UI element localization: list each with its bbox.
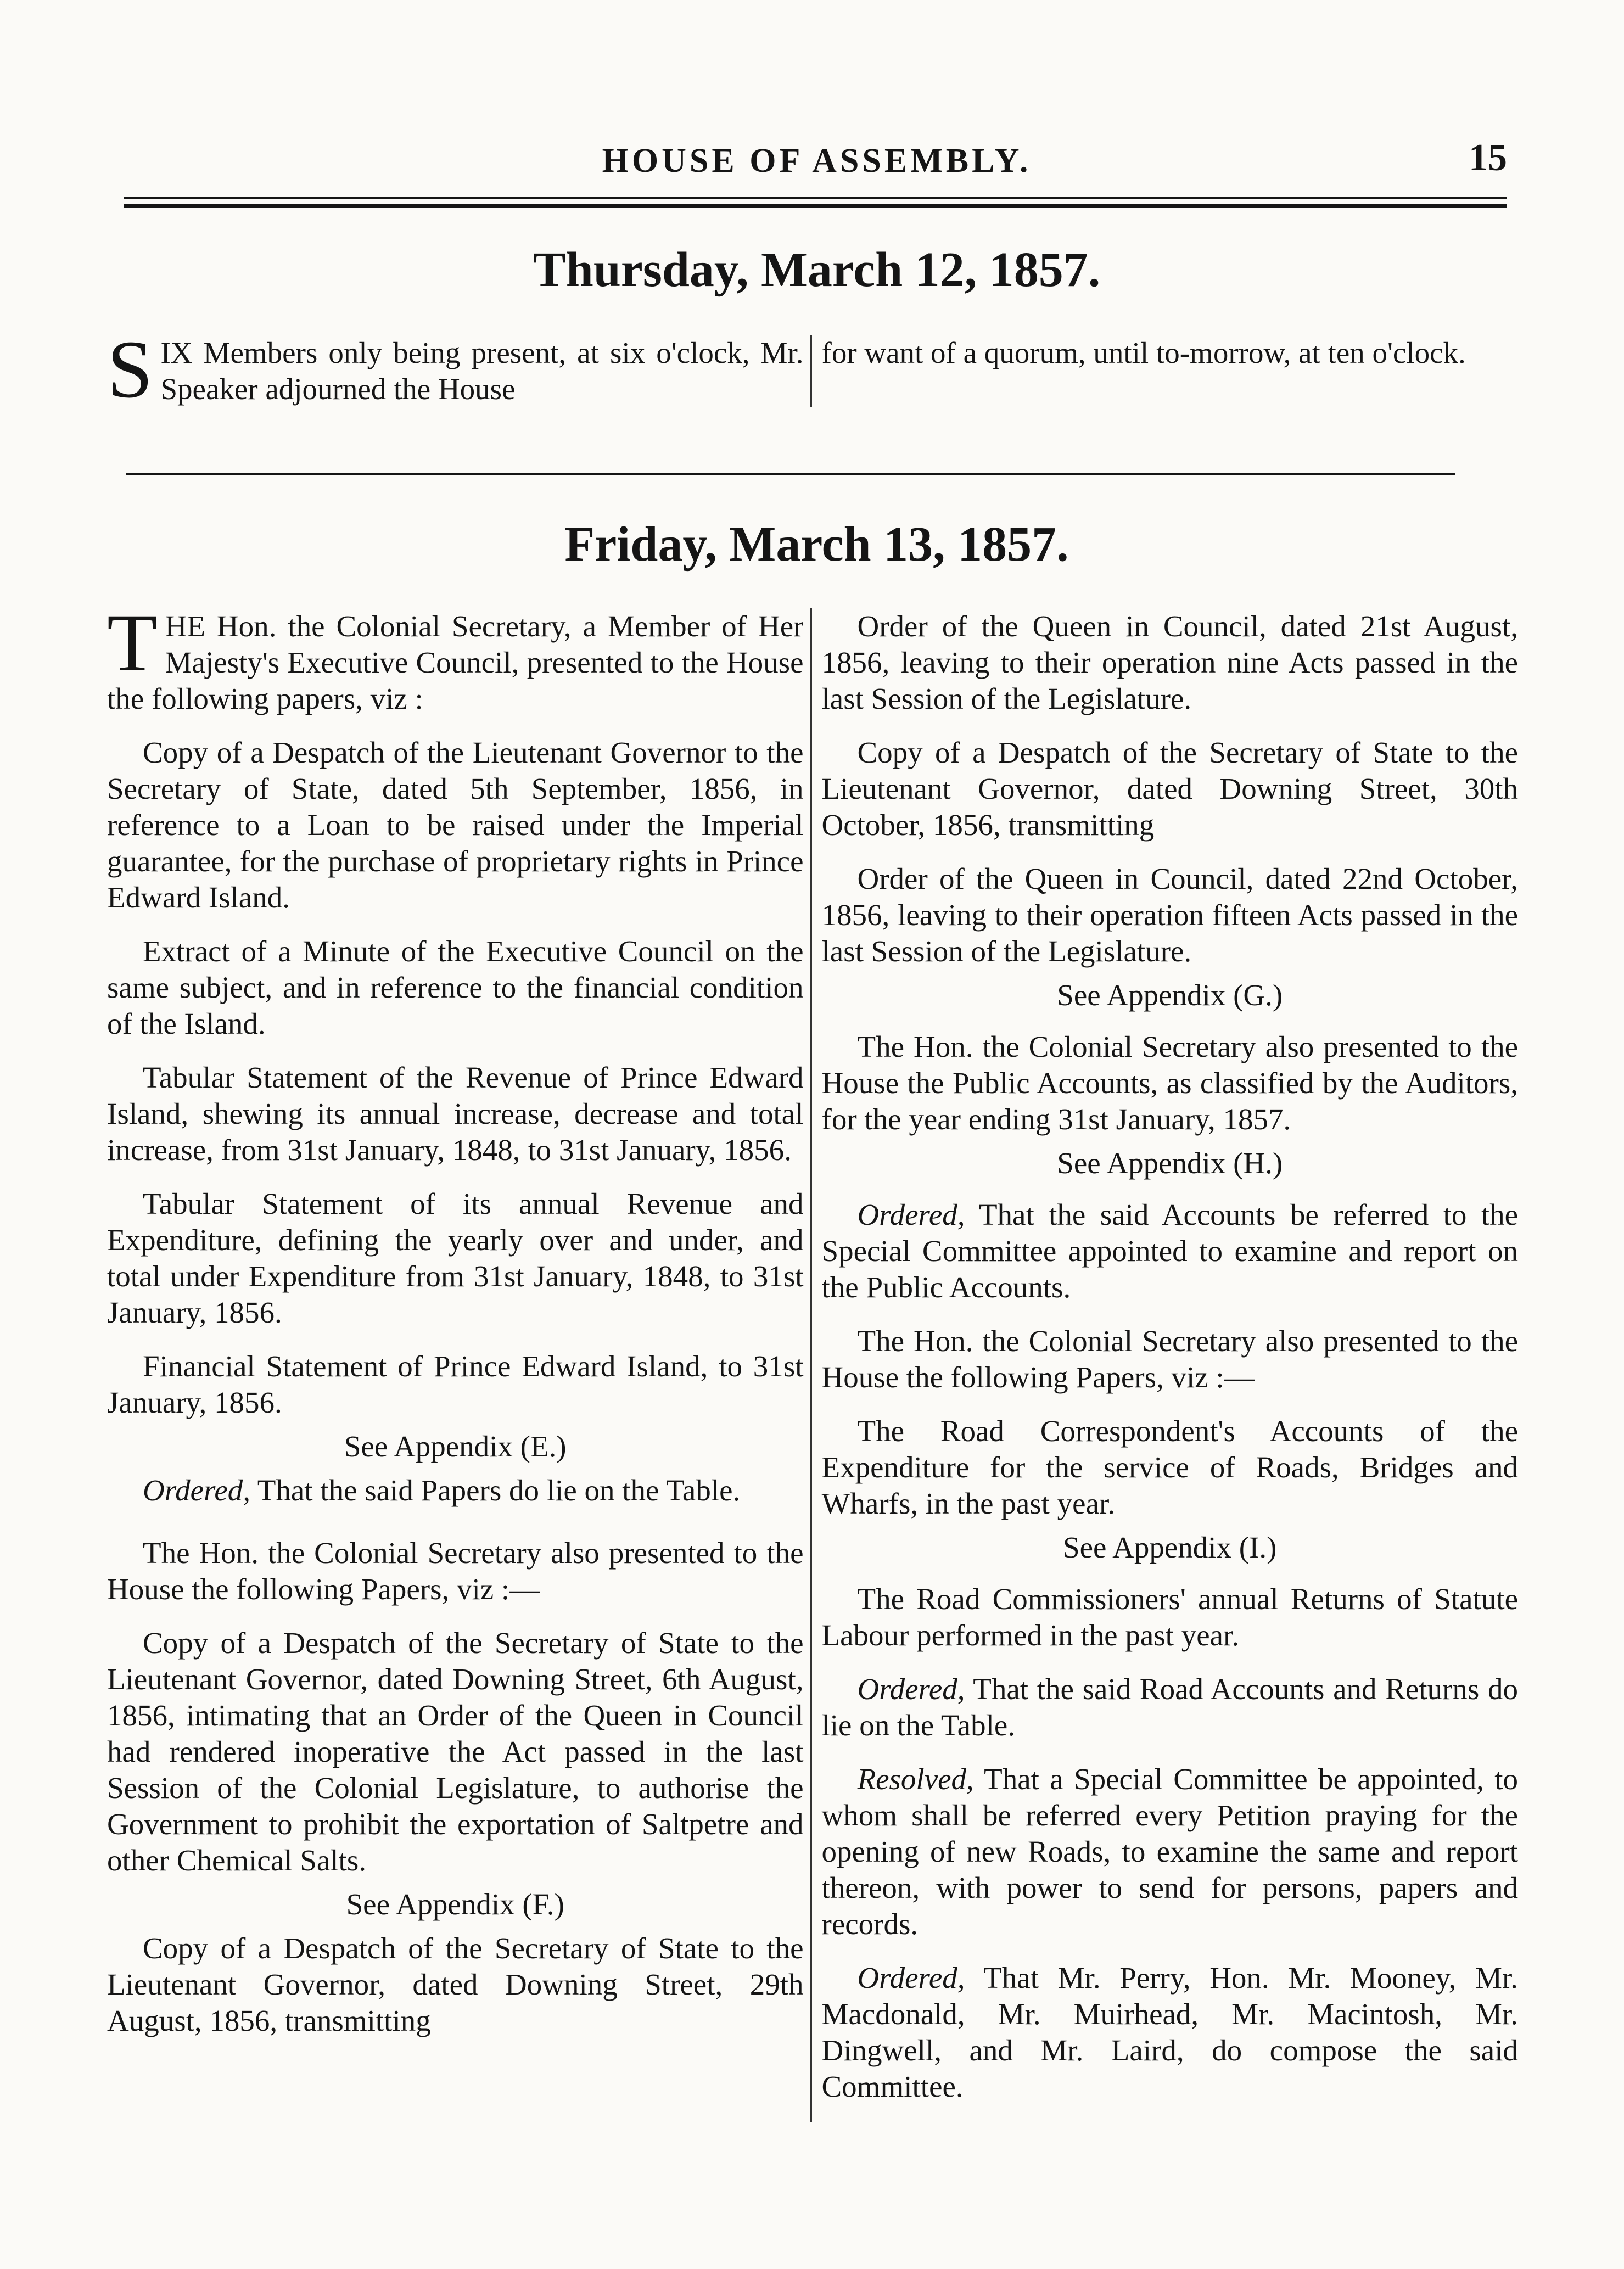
paragraph: Order of the Queen in Council, dated 22nd October, 1856, leaving to their operation fifteen Acts passed in the last Session of the Legislature.: [821, 862, 1518, 968]
thursday-paragraph: [107, 324, 804, 415]
paragraph: Tabular Statement of its annual Revenue and Expenditure, defining the yearly over and under, and total under Expenditure from 31st January, 1848, to 31st January, 1856.: [107, 1187, 804, 1329]
paragraph-text: That the said Papers do lie on the Table.: [257, 1474, 741, 1507]
paragraph: The Hon. the Colonial Secretary also presented to the House the following Papers, viz :—: [821, 1324, 1518, 1394]
thursday-left-text: IX Members only being present, at six o'clock, Mr. Speaker adjourned the House: [160, 336, 804, 406]
drop-cap: S: [107, 324, 153, 415]
paragraph: The Road Correspondent's Accounts of the Expenditure for the service of Roads, Bridges and Wharfs, in the past year.: [821, 1414, 1518, 1520]
paragraph: The Hon. the Colonial Secretary also presented to the House the following Papers, viz :—: [107, 1536, 804, 1606]
paragraph: Extract of a Minute of the Executive Council on the same subject, and in reference to the financial condition of the Island.: [107, 934, 804, 1040]
appendix-reference: See Appendix (I.): [1063, 1531, 1277, 1564]
paragraph: The Hon. the Colonial Secretary also presented to the House the Public Accounts, as classified by the Auditors, for the year ending 31st January, 1857.: [821, 1030, 1518, 1136]
appendix-reference: See Appendix (E.): [344, 1430, 567, 1463]
order-paragraph: [822, 1960, 1519, 2105]
paragraph: Financial Statement of Prince Edward Island, to 31st January, 1856.: [107, 1349, 804, 1419]
paragraph-text: That Mr. Perry, Hon. Mr. Mooney, Mr. Macdonald, Mr. Muirhead, Mr. Macintosh, Mr. Dingwell, and Mr. Laird, do compose the said Committee.: [821, 1961, 1518, 2103]
section-divider: [126, 473, 1455, 475]
paragraph: Order of the Queen in Council, dated 21st August, 1856, leaving to their operation nine Acts passed in the last Session of the Legislature.: [821, 609, 1518, 715]
appendix-reference: See Appendix (F.): [346, 1887, 564, 1921]
friday-heading: Friday, March 13, 1857.: [564, 517, 1069, 572]
appendix-reference: See Appendix (H.): [1057, 1146, 1283, 1180]
drop-cap: T: [107, 597, 158, 688]
thursday-left-column: [107, 324, 812, 415]
header-rule: [124, 197, 1507, 208]
thursday-right-column: [812, 335, 1519, 407]
paragraph: The Road Commissioners' annual Returns of Statute Labour performed in the past year.: [821, 1582, 1518, 1652]
running-header: [126, 136, 1507, 191]
resolution-paragraph: [822, 1761, 1519, 1942]
paragraph: Copy of a Despatch of the Lieutenant Governor to the Secretary of State, dated 5th September, 1856, in reference to a Loan to be raised under the Imperial guarantee, for the purchase of proprietary rights in Prince Edward Island.: [107, 736, 804, 914]
ordered-label: Ordered,: [857, 1198, 965, 1231]
order-paragraph: [822, 1671, 1519, 1744]
paragraph-text: That the said Accounts be referred to the Special Committee appointed to examine and report on the Public Accounts.: [821, 1198, 1518, 1304]
ordered-label: Ordered,: [857, 1672, 965, 1706]
ordered-label: Ordered,: [143, 1474, 251, 1507]
ordered-label: Ordered,: [857, 1961, 965, 1995]
friday-left-column: [107, 597, 812, 2122]
thursday-right-text: for want of a quorum, until to-morrow, at ten o'clock.: [821, 336, 1466, 369]
page-number: 15: [1469, 137, 1507, 179]
thursday-heading: Thursday, March 12, 1857.: [533, 243, 1101, 297]
paragraph-text: That the said Road Accounts and Returns do lie on the Table.: [821, 1672, 1519, 1742]
paragraph: Copy of a Despatch of the Secretary of State to the Lieutenant Governor, dated Downing Street, 30th October, 1856, transmitting: [821, 736, 1518, 842]
order-paragraph: [822, 1197, 1519, 1306]
friday-body: [107, 597, 1519, 2122]
friday-right-column: [812, 608, 1519, 2122]
appendix-reference: See Appendix (G.): [1057, 978, 1283, 1012]
paragraph-text: HE Hon. the Colonial Secretary, a Member of Her Majesty's Executive Council, presented to the House the following papers, viz :: [107, 609, 804, 715]
resolved-label: Resolved,: [857, 1762, 974, 1796]
friday-opening-paragraph: [107, 597, 804, 717]
paragraph: Tabular Statement of the Revenue of Prince Edward Island, shewing its annual increase, decrease and total increase, from 31st January, 1848, to 31st January, 1856.: [107, 1061, 804, 1167]
running-title: HOUSE OF ASSEMBLY.: [602, 142, 1032, 180]
paragraph: Copy of a Despatch of the Secretary of State to the Lieutenant Governor, dated Downing Street, 6th August, 1856, intimating that an Order of the Queen in Council had rendered inoperative the Act passed in the last Session of the Colonial Legislature, to authorise the Government to prohibit the exportation of Saltpetre and other Chemical Salts.: [107, 1626, 804, 1877]
paragraph-text: That a Special Committee be appointed, to whom shall be referred every Petition praying for the opening of new Roads, to examine the same and report thereon, with power to send for persons, papers and records.: [821, 1762, 1518, 1941]
thursday-body: [107, 324, 1518, 415]
paragraph: Copy of a Despatch of the Secretary of State to the Lieutenant Governor, dated Downing Street, 29th August, 1856, transmitting: [107, 1931, 804, 2037]
order-paragraph: [107, 1472, 804, 1509]
